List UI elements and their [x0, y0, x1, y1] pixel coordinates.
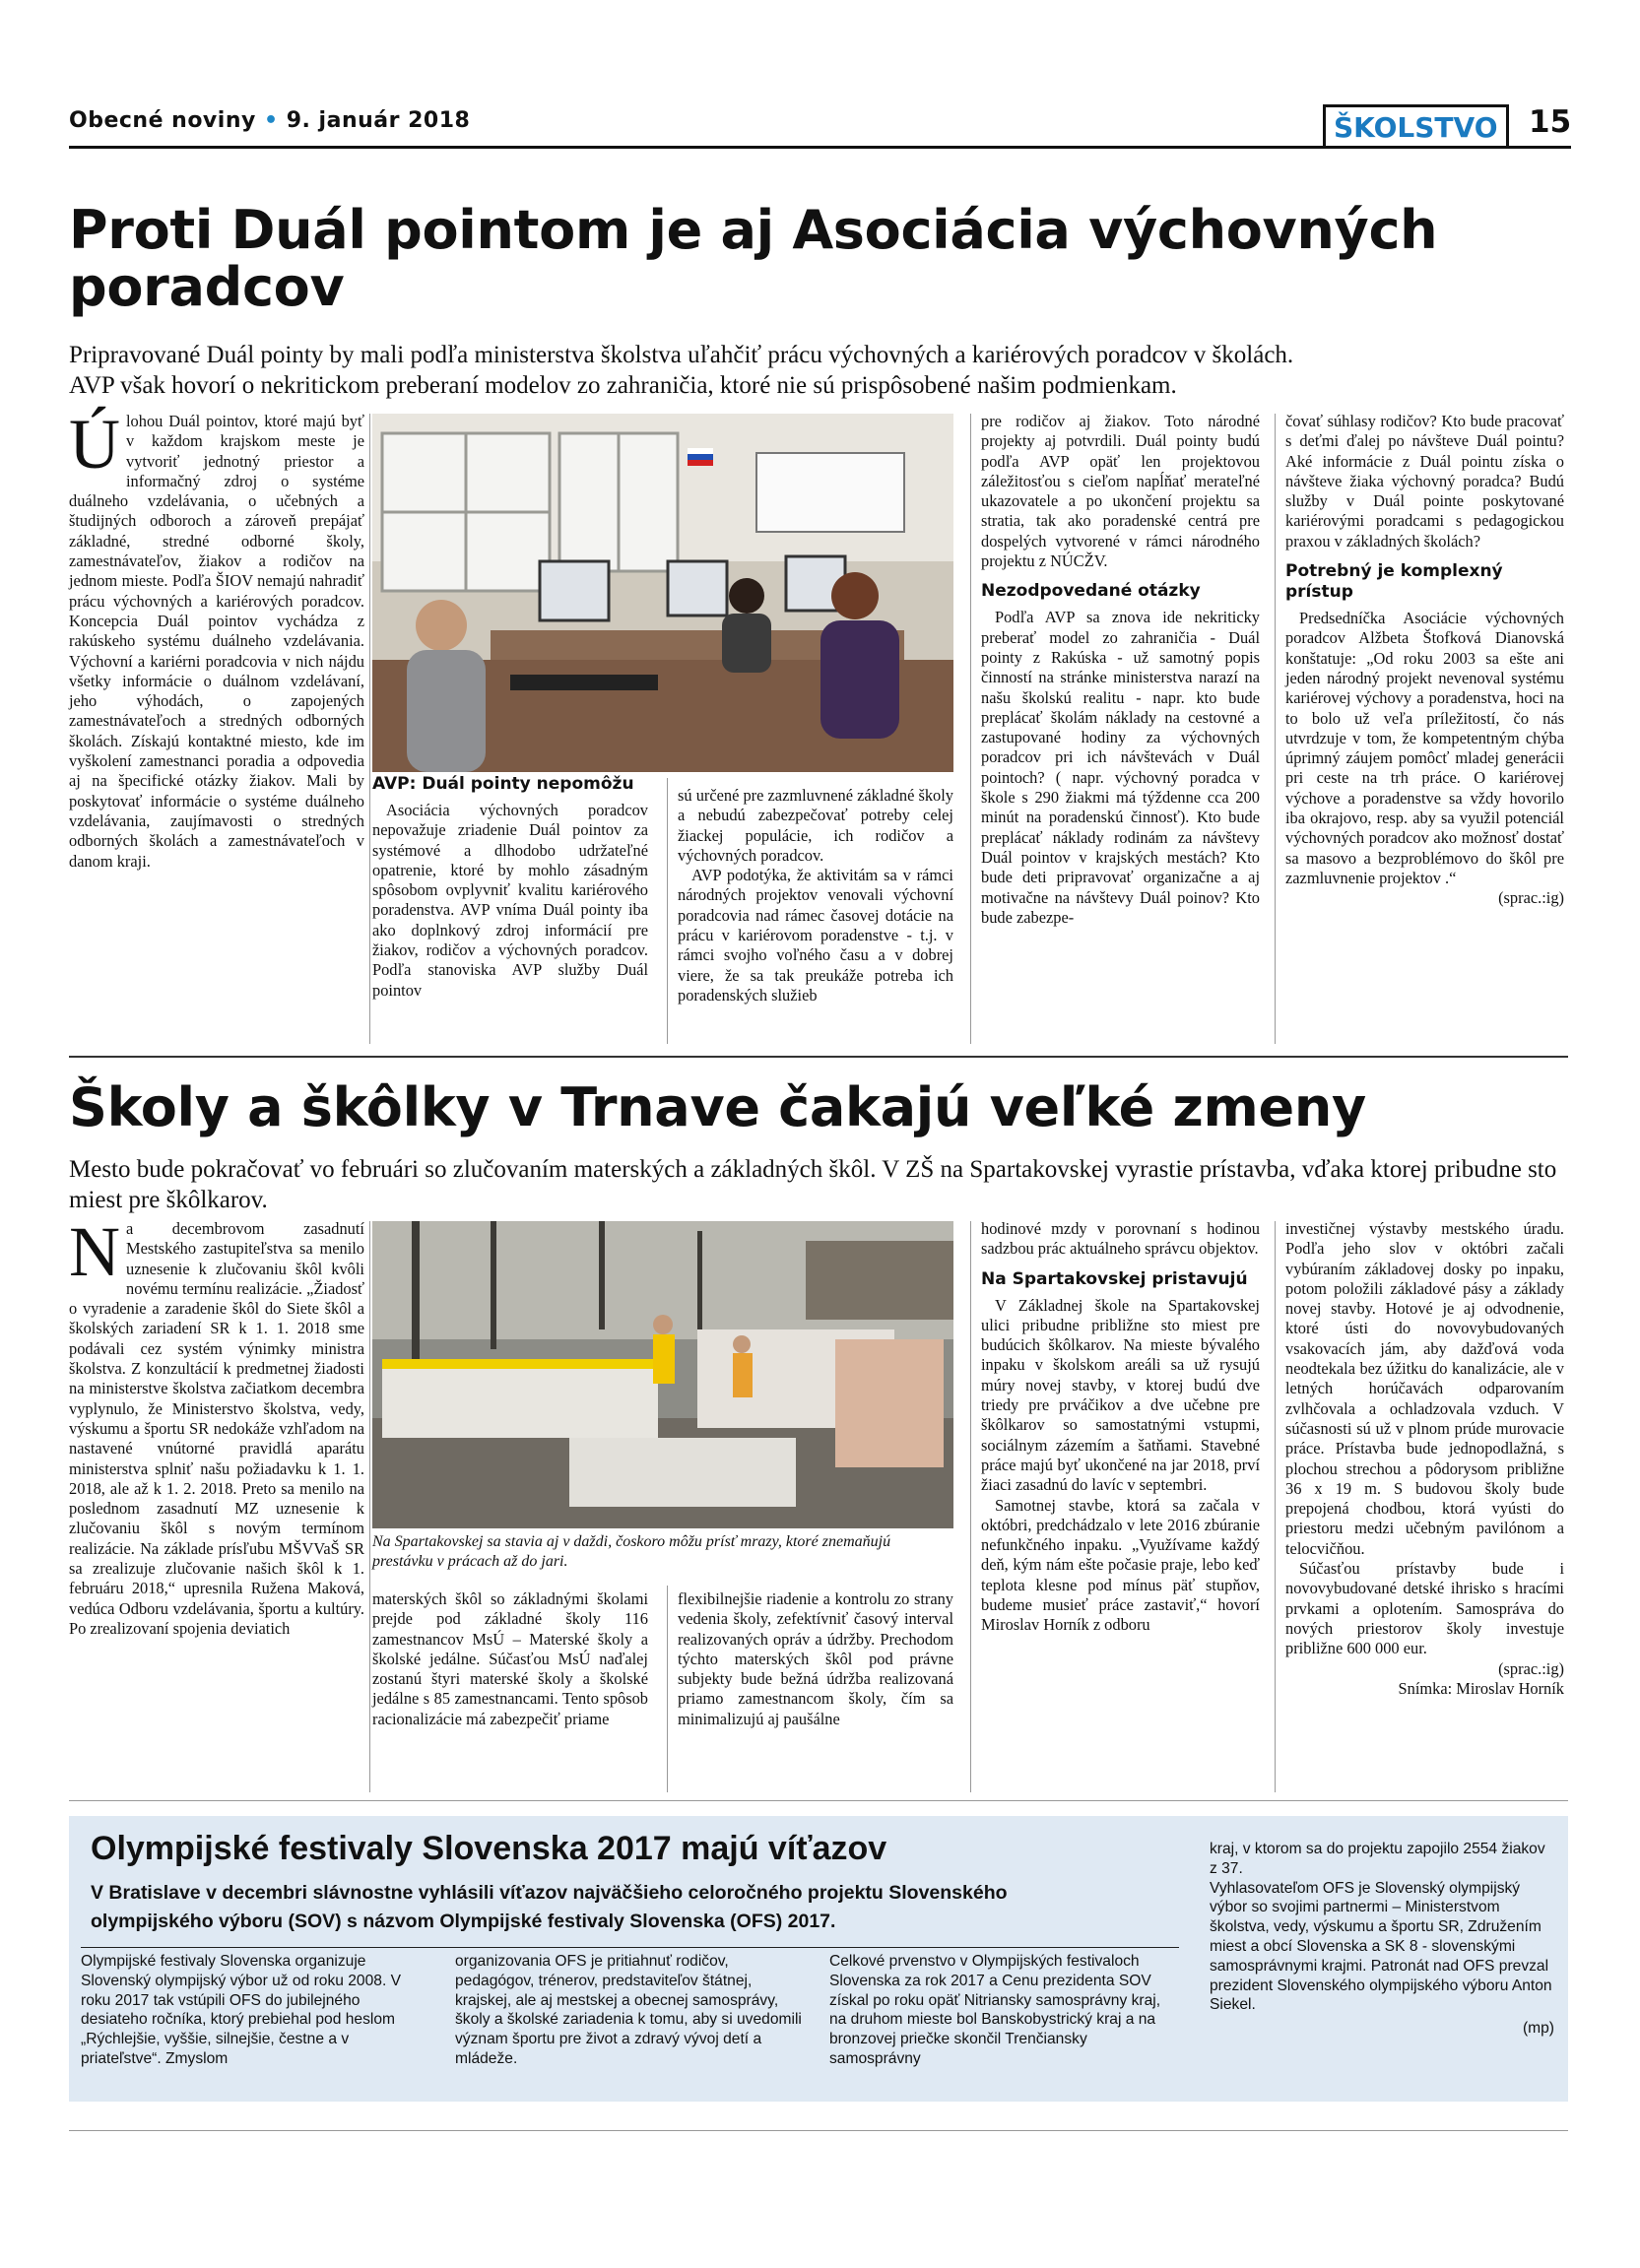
photo-caption: Na Spartakovskej sa stavia aj v daždi, čoskoro môžu prísť mrazy, ktoré znemaňujú prestávku v prácach až do jari.	[372, 1533, 891, 1570]
box-lead	[91, 1879, 1164, 1936]
article2-col5-p1: investičnej výstavby mestského úradu. Podľa jeho slov v októbri začali vybúraním základovej dosky po inpaku, potom položili základové pásy a základy novej stavby. Hotové je aj odvodnenie, ktoré ústi do novovybudovaných vsakovacích jám, aby dažďová voda neodtekala bez úžitku do kanalizácie, ale v letných horúčavách odparovaním zvlhčovala a ochladzovala vzduch. V súčasnosti sú už v plnom prúde murovacie práce. Prístavba bude jednopodlažná, s plochou strechou a pôdorysom približne 36 x 19 m. S budovou školy bude prepojená chodbou, ktorá vyústi do priestoru medzi učebným pavilónom a telocvičňou.	[1285, 1219, 1564, 1558]
article1-col3-p1: sú určené pre zazmluvnené základné školy a nebudú zabezpečovať potreby celej žiackej populácie, ich rodičov a výchovných poradcov.	[678, 786, 953, 865]
column-divider	[970, 1221, 971, 1792]
article2-col4-p3: Samotnej stavbe, ktorá sa začala v októbri, predchádzalo v lete 2016 zbúranie nefunkčného inpaku. „Využívame každý deň, kým nám ešte počasie praje, lebo keď teplota klesne pod mínus päť stupňov, budeme musieť práce zastaviť,“ hovorí Miroslav Horník z odboru	[981, 1495, 1260, 1635]
box-column-1	[81, 1952, 430, 2069]
box-col2-text: organizovania OFS je pritiahnuť rodičov, pedagógov, trénerov, predstaviteľov štátnej, krajskej, ale aj mestskej a obecnej samosprávy, školy a školské zariadenia k tomu, aby si uvedomili význam športu pre život a zdravý vývoj detí a mládeže.	[455, 1953, 802, 2067]
box-col4-p1: kraj, v ktorom sa do projektu zapojilo 2554 žiakov z 37.	[1210, 1841, 1545, 1877]
article-separator	[69, 1056, 1568, 1058]
masthead	[69, 108, 470, 133]
article1-col5-heading: Potrebný je komplexný prístup	[1285, 561, 1503, 603]
box-signature: (mp)	[1522, 2020, 1554, 2038]
article1-column-2	[372, 774, 648, 1001]
article1-col3-p2: AVP podotýka, že aktivitám sa v rámci národných projektov venovali výchovní poradcovia nad rámec časovej dotácie na prácu v kariérovom poradenstve - t.j. v rámci svojho voľného času a v dobrej viere, že sa tak preukáže potreba ich poradenských služieb	[678, 866, 953, 1004]
column-divider	[667, 1586, 668, 1792]
column-divider	[1275, 414, 1276, 1044]
classroom-photo-image	[372, 414, 953, 772]
article2-col4-heading: Na Spartakovskej pristavujú	[981, 1268, 1248, 1289]
issue-date: 9. január 2018	[286, 108, 471, 133]
article2-col2-text: materských škôl so základnými školami prejde pod základné školy 116 zamestnancov MsÚ – Materské školy a školské jedálne. Súčasťou MsÚ naďalej zostanú štyri materské školy a školské jedálne s 85 zamestnancami. Tento spôsob racionalizácie má zabezpečiť priame	[372, 1589, 648, 1728]
article2-column-2	[372, 1589, 648, 1729]
box-title: Olympijské festivaly Slovenska 2017 majú víťazov	[91, 1830, 887, 1867]
article1-col4-p2: Podľa AVP sa znova ide nekriticky preberať model zo zahraničia - Duál pointy z Rakúska - už samotný popis činností na stránke ministerstva narazí na našu školskú realitu - napr. kto bude preplácať školám náklady na cestovné a zastupované hodiny za výchovných poradcov pri ich návštevách v Duál pointoch? ( napr. výchovný poradca v škole s 290 žiakmi má týždenne cca 200 minút na poradenskú činnosť). Kto bude preplácať náklady rodinám za návštevy Duál pointov v krajských mestách? Kto bude deti pripravovať organizačne a aj motivačne na návštevy Duál poinov? Kto bude zabezpe-	[981, 608, 1260, 927]
article2-title: Školy a škôlky v Trnave čakajú veľké zmeny	[69, 1076, 1366, 1138]
article2-lead: Mesto bude pokračovať vo februári so zlučovaním materských a základných škôl. V ZŠ na Spartakovskej vyrastie prístavba, vďaka ktorej pribudne sto miest pre škôlkarov.	[69, 1156, 1557, 1213]
column-divider	[1275, 1221, 1276, 1792]
article1-column-4	[981, 412, 1260, 928]
article2-col4-p1: hodinové mzdy v porovnaní s hodinou sadzbou prác aktuálneho správcu objektov.	[981, 1219, 1260, 1259]
article1-col5-p1: čovať súhlasy rodičov? Kto bude pracovať s deťmi ďalej po návšteve Duál pointu? Aké informácie z Duál pointu získa o návšteve žiaka výchovný poradca? Budú služby v Duál pointe poskytované kariérovými poradcami s pedagogickou praxou v základných školách?	[1285, 412, 1564, 551]
construction-photo-image	[372, 1221, 953, 1528]
article1-dropcap: Ú	[69, 405, 120, 484]
box-column-3	[829, 1952, 1179, 2069]
classroom-photo	[372, 414, 953, 772]
box-lead-line1: V Bratislave v decembri slávnostne vyhlásili víťazov najväčšieho celoročného projektu Slovenského	[91, 1882, 1008, 1904]
box-rule	[81, 1947, 1179, 1948]
article2-column-5	[1285, 1219, 1564, 1699]
article2-col4-p2: V Základnej škole na Spartakovskej ulici pribudne približne sto miest pre budúcich škôlkarov. Na mieste bývalého inpaku v školskom areáli sa už rysujú múry novej stavby, v ktorej budú dve triedy pre prváčikov a dve učebne pre škôlkarov so samostatnými vstupmi, sociálnym zázemím a šatňami. Stavebné práce majú byť ukončené na jar 2018, prví žiaci zasadnú do lavíc v septembri.	[981, 1295, 1260, 1495]
page-bottom-rule	[69, 2130, 1568, 2131]
article1-signature: (sprac.:ig)	[1498, 888, 1564, 908]
flag-icon	[688, 448, 713, 466]
article1-col4-p1: pre rodičov aj žiakov. Toto národné projekty aj potvrdili. Duál pointy budú podľa AVP opäť len projektovou záležitosťou s cieľom napĺňať merateľné ukazovatele a po ukončení projektu sa stratia, tak ako poradenské centrá pre dospelých vytvorené v rámci národného projektu z NÚCŽV.	[981, 412, 1260, 571]
article2-column-3	[678, 1589, 953, 1729]
box-column-4	[1210, 1840, 1554, 2039]
photo-credit: Snímka: Miroslav Horník	[1398, 1678, 1564, 1698]
article1-lead-line2: AVP však hovorí o nekritickom preberaní modelov zo zahraničia, ktoré nie sú prispôsobené našim podmienkam.	[69, 372, 1177, 399]
article2-col1-text: a decembrovom zasadnutí Mestského zastupiteľstva sa menilo uznesenie k zlučovaniu škôl kvôli novému termínu realizácie. „Žiadosť o vyradenie a zaradenie škôl do Siete škôl a školských zariadení SR k 1. 1. 2018 sme podávali cez systém výnimky ministra školstva. Z konzultácií k predmetnej žiadosti na ministerstve školstva začiatkom decembra vyplynulo, že Ministerstvo školstva, vedy, výskumu a športu SR nedokáže vzhľadom na nastavené vnútorné pravidlá aparátu ministerstva splniť našu požiadavku k 1. 1. 2018, ale až k 1. 2. 2018. Preto sa menilo na poslednom zasadnutí MZ uznesenie k zlučovaniu škôl s novým termínom realizácie. Na základe prísľubu MŠVVaŠ SR sa zrealizuje zlučovanie našich škôl k 1. februáru 2018,“ upresnila Ružena Maková, vedúca Odboru vzdelávania, športu a kultúry. Po zrealizovaní spojenia deviatich	[69, 1219, 364, 1638]
article1-column-5	[1285, 412, 1564, 909]
bullet: •	[264, 108, 279, 133]
article2-column-1	[69, 1212, 364, 1639]
column-divider	[970, 414, 971, 1044]
article2-dropcap: N	[69, 1212, 120, 1291]
article2-col5-p2: Súčasťou prístavby bude i novovybudované detské ihrisko s hracími prvkami a oplotením. Samospráva do nových priestorov školy investuje približne 600 000 eur.	[1285, 1559, 1564, 1658]
column-divider	[369, 1221, 370, 1792]
article2-col3-text: flexibilnejšie riadenie a kontrolu zo strany vedenia školy, zefektívniť časový interval realizovaných opráv a údržby. Prechodom týchto materských škôl pod právne subjekty bude bežná údržba realizovaná priamo zamestnancom školy, čím sa minimalizujú aj paušálne	[678, 1589, 953, 1728]
box-col4-p2: Vyhlasovateľom OFS je Slovenský olympijský výbor so svojimi partnermi – Ministerstvom školstva, vedy, výskumu a športu SR, Združením miest a obcí Slovenska a SK 8 - slovenskými samosprávnymi krajmi. Patronát nad OFS prevzal prezident Slovenského olympijského výboru Anton Siekel.	[1210, 1879, 1552, 2014]
article1-column-1	[69, 405, 364, 872]
page-number: 15	[1529, 104, 1572, 140]
column-divider	[369, 414, 370, 1044]
paper-name: Obecné noviny	[69, 108, 256, 133]
article-separator	[69, 1800, 1568, 1801]
box-col3-text: Celkové prvenstvo v Olympijských festivaloch Slovenska za rok 2017 a Cenu prezidenta SOV získal po roku opäť Nitriansky samosprávny kraj, na druhom mieste bol Banskobystrický kraj a na bronzovej priečke skončil Trenčiansky samosprávny	[829, 1953, 1161, 2067]
article1-title: Proti Duál pointom je aj Asociácia výchovných poradcov	[69, 199, 1438, 319]
article1-col4-heading: Nezodpovedané otázky	[981, 581, 1201, 602]
article1-column-3	[678, 786, 953, 1005]
article1-col5-p2: Predsedníčka Asociácie výchovných poradcov Alžbeta Štofková Dianovská konštatuje: „Od roku 2003 sa ešte ani jeden národný projekt nevenoval systému kariérovej výchovy a poradenstva, hoci na to bolo už veľa príležitostí, čo nás utvrdzuje v tom, že kompetentným chýba úprimný záujem pomôcť mladej generácii pri ceste na trh práce. O kariérovej výchove a poradenstve sa vždy hovorilo iba okrajovo, resp. aby sa využil potenciál výchovných poradcov ako možnosť dostať sa masovo a bezproblémovo do škôl pre zazmluvnenie projektov .“	[1285, 609, 1564, 887]
header-rule	[69, 146, 1571, 149]
article1-col1-text: lohou Duál pointov, ktoré majú byť v každom krajskom meste je vytvoriť jednotný priestor a informačný zdroj o systéme duálneho vzdelávania, o učebných a študijných odboroch a zároveň prepájať základné, stredné odborné školy, zamestnávateľov, žiakov a rodičov na jednom mieste. Podľa ŠIOV nemajú nahradiť prácu výchovných a kariérových poradcov. Koncepcia Duál pointov vychádza z rakúskeho systému duálneho vzdelávania. Výchovní a kariérni poradcovia v nich nájdu všetky informácie o duálnom vzdelávaní, jeho výhodách, o zapojených zamestnávateľoch a stredných odborných školách. Získajú kontaktné miesto, kde im vyškolení zamestnanci poradia a odpovedia aj na špecifické otázky žiakov. Mali by poskytovať informácie o systéme duálneho vzdelávania, zaujímavosti o stredných odborných školách a zamestnávateľoch v danom kraji.	[69, 412, 364, 871]
construction-photo	[372, 1221, 953, 1528]
column-divider	[667, 778, 668, 1044]
section-label: ŠKOLSTVO	[1323, 104, 1509, 147]
box-lead-line2: olympijského výboru (SOV) s názvom Olympijské festivaly Slovenska (OFS) 2017.	[91, 1911, 836, 1932]
article2-column-4	[981, 1219, 1260, 1636]
article1-col2-text: Asociácia výchovných poradcov nepovažuje zriadenie Duál pointov za systémové a dlhodobo udržateľné opatrenie, ktoré by mohlo zásadným spôsobom ovplyvniť kvalitu kariérového poradenstva. AVP vníma Duál pointy iba ako doplnkový zdroj informácií pre žiakov, rodičov a výchovných poradcov. Podľa stanoviska AVP služby Duál pointov	[372, 801, 648, 1000]
article1-lead	[69, 340, 1566, 401]
article1-col2-heading: AVP: Duál pointy nepomôžu	[372, 774, 634, 794]
box-column-2	[455, 1952, 805, 2069]
box-col1-text: Olympijské festivaly Slovenska organizuje Slovenský olympijský výbor už od roku 2008. V roku 2017 tak vstúpili OFS do jubilejného desiateho ročníka, ktorý prebiehal pod heslom „Rýchlejšie, vyššie, silnejšie, čestne a v priateľstve“. Zmyslom	[81, 1953, 402, 2067]
article2-signature: (sprac.:ig)	[1498, 1658, 1564, 1678]
article1-lead-line1: Pripravované Duál pointy by mali podľa ministerstva školstva uľahčiť prácu výchovných a kariérových poradcov v školách.	[69, 342, 1294, 368]
